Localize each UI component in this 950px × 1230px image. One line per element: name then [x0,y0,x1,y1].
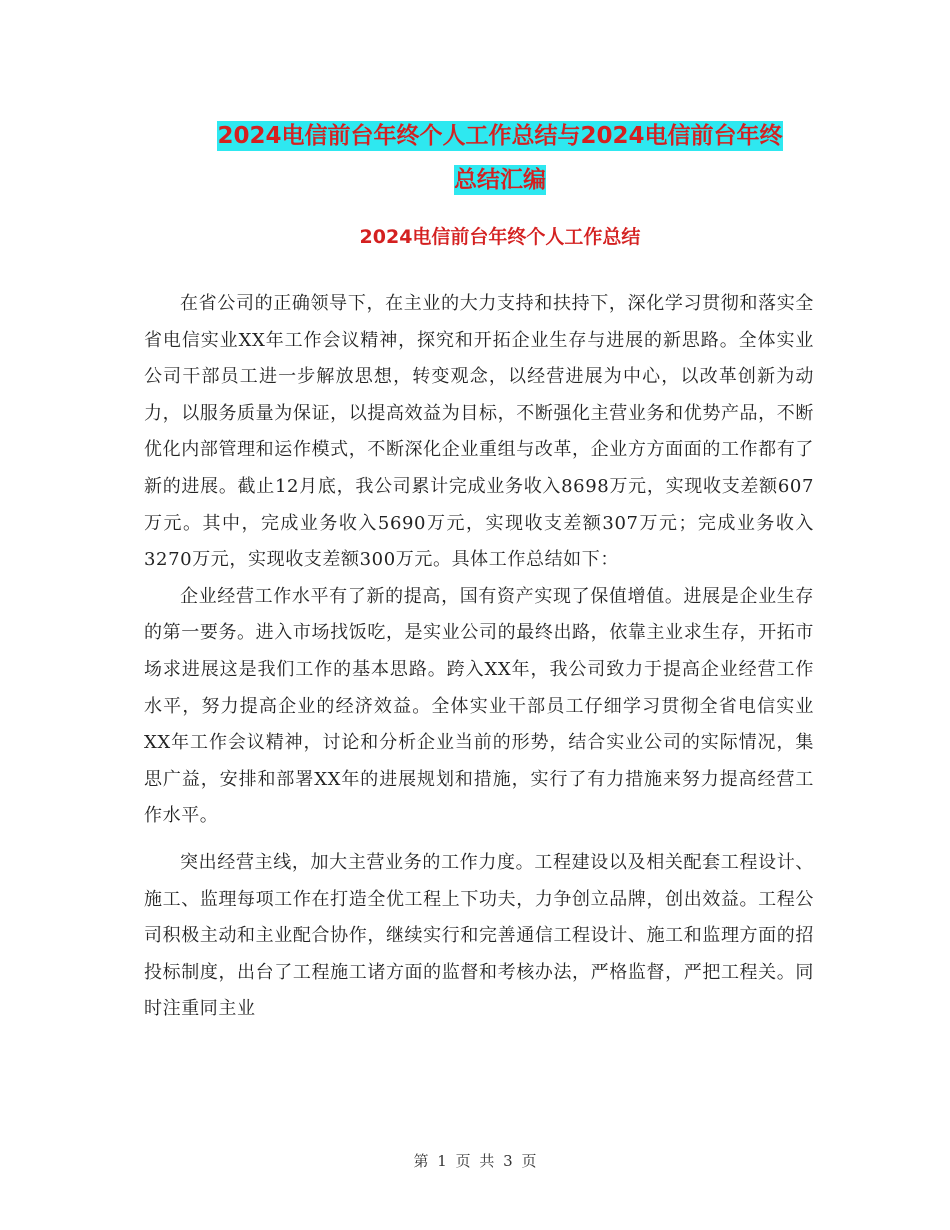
document-title [140,114,860,202]
document-title-line2: 总结汇编 [454,167,546,193]
page-footer: 第 1 页 共 3 页 [413,1152,537,1170]
paragraph-2: 企业经营工作水平有了新的提高，国有资产实现了保值增值。进展是企业生存的第一要务。进入市场找饭吃，是实业公司的最终出路，依靠主业求生存，开拓市场求进展这是我们工作的基本思路。跨入XX年，我公司致力于提高企业经营工作水平，努力提高企业的经济效益。全体实业干部员工仔细学习贯彻全省电信实业XX年工作会议精神，讨论和分析企业当前的形势，结合实业公司的实际情况，集思广益，安排和部署XX年的进展规划和措施，实行了有力措施来努力提高经营工作水平。 [144,585,814,827]
section-title: 2024电信前台年终个人工作总结 [359,226,641,248]
paragraph-3: 突出经营主线，加大主营业务的工作力度。工程建设以及相关配套工程设计、施工、监理每项工作在打造全优工程上下功夫，力争创立品牌，创出效益。工程公司积极主动和主业配合协作，继续实行和完善通信工程设计、施工和监理方面的招投标制度，出台了工程施工诸方面的监督和考核办法，严格监督，严把工程关。同时注重同主业 [144,851,814,1020]
document-title-line1: 2024电信前台年终个人工作总结与2024电信前台年终 [217,123,783,149]
paragraph-1: 在省公司的正确领导下，在主业的大力支持和扶持下，深化学习贯彻和落实全省电信实业XX年工作会议精神，探究和开拓企业生存与进展的新思路。全体实业公司干部员工进一步解放思想，转变观念，以经营进展为中心，以改革创新为动力，以服务质量为保证，以提高效益为目标，不断强化主营业务和优势产品，不断优化内部管理和运作模式，不断深化企业重组与改革，企业方方面面的工作都有了新的进展。截止12月底，我公司累计完成业务收入8698万元，实现收支差额607万元。其中，完成业务收入5690万元，实现收支差额307万元；完成业务收入3270万元，实现收支差额300万元。具体工作总结如下： [144,293,814,571]
document-body [144,286,814,1028]
